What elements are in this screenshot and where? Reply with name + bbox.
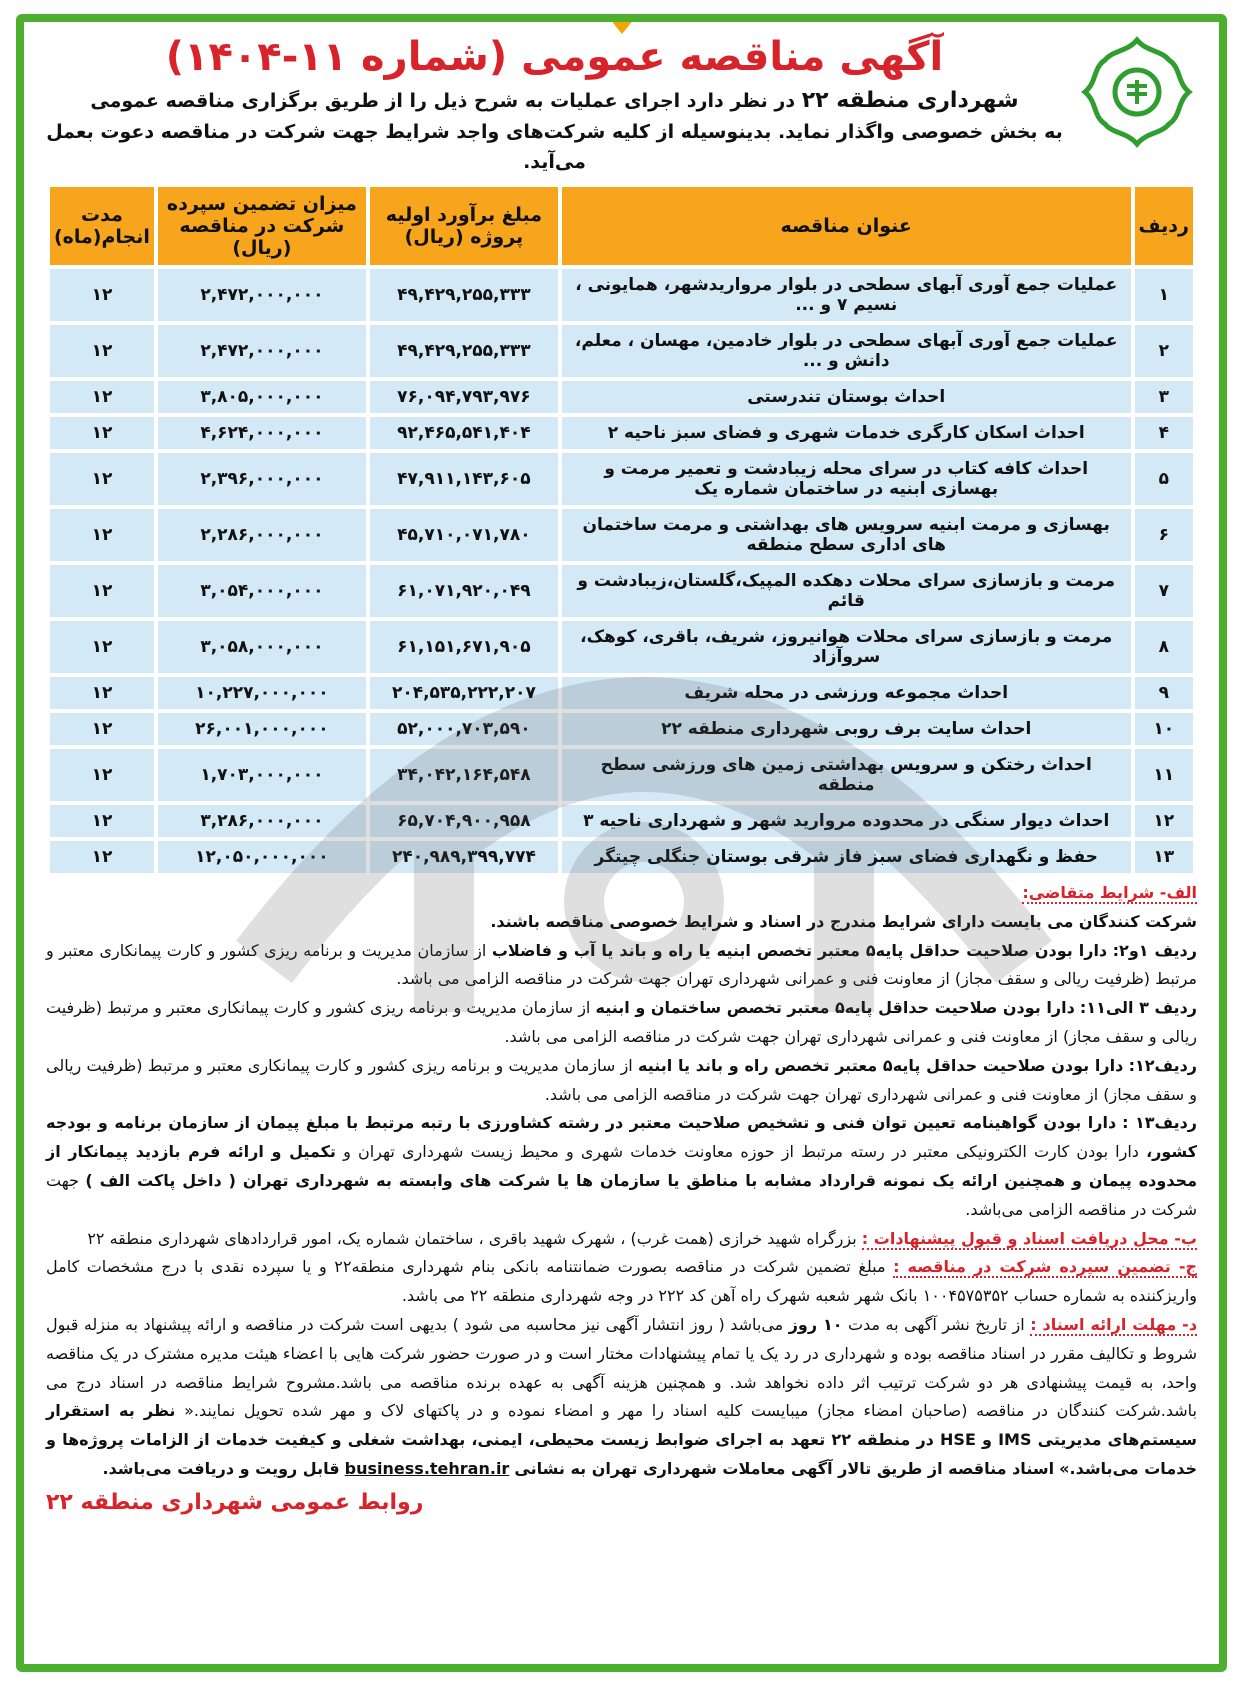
cell-title: حفظ و نگهداری فضای سبز فاز شرقی بوستان جنگلی چیتگر — [562, 841, 1131, 873]
cell-row-number: ۱ — [1135, 269, 1193, 321]
section-d-text-2: می‌باشد ( روز انتشار آگهی نیز محاسبه می شود ) بدیهی است شرکت در مناقصه و ارائه پیشنهاد به منزله قبول شروط و تکالیف مقرر در اسناد مناقصه بوده و شهرداری در رد یک یا تمام پیشنهادات مختار است و در صورت حضور شرکت هایی با اعضاء هیئت مدیره مشترک در یک مناقصه واحد، به قیمت پیشنهادی هر دو شرکت ترتیب اثر داده نخواهد شد. و همچنین هزینه آگهی به عهده برنده مناقصه می باشد.مشروح شرایط مناقصه در اسناد درج می باشد.شرکت کنندگان در مناقصه (صاحبان امضاء مجاز) میبایست کلیه اسناد را مهر و امضاء نموده و در پاکتهای لاک و مهر شده تحویل نمایند.« — [46, 1314, 1197, 1421]
cell-title: احداث مجموعه ورزشی در محله شریف — [562, 677, 1131, 709]
condition-a — [46, 879, 1197, 937]
cell-row-number: ۸ — [1135, 621, 1193, 673]
cell-estimate: ۲۴۰,۹۸۹,۳۹۹,۷۷۴ — [370, 841, 558, 873]
cell-duration: ۱۲ — [50, 453, 154, 505]
condition-b — [46, 1225, 1197, 1254]
section-a-heading: الف- شرایط متقاضی: — [1022, 882, 1197, 902]
row-12-label: ردیف۱۲: — [1128, 1055, 1197, 1075]
row-13-bold-2: تکمیل و ارائه فرم بازدید پیمانکار از محدوده پیمان و همچنین ارائه یک نمونه قرارداد مشابه با مناطق یا سازمان ها یا شرکت های وابسته به شهرداری تهران ( داخل پاکت الف ) — [46, 1142, 1197, 1190]
cell-title: احداث کافه کتاب در سرای محله زیبادشت و تعمیر مرمت و بهسازی ابنیه در ساختمان شماره یک — [562, 453, 1131, 505]
cell-estimate: ۷۶,۰۹۴,۷۹۳,۹۷۶ — [370, 381, 558, 413]
tender-table-body — [50, 269, 1193, 873]
cell-duration: ۱۲ — [50, 325, 154, 377]
cell-duration: ۱۲ — [50, 713, 154, 745]
cell-title: احداث بوستان تندرستی — [562, 381, 1131, 413]
row-13-end: جهت شرکت در مناقصه الزامی می‌باشد. — [46, 1170, 1197, 1219]
cell-duration: ۱۲ — [50, 749, 154, 801]
rows-1-2-label: ردیف ۱و۲: — [1112, 940, 1197, 960]
cell-estimate: ۴۷,۹۱۱,۱۴۳,۶۰۵ — [370, 453, 558, 505]
table-row — [50, 841, 1193, 873]
table-row — [50, 713, 1193, 745]
header-text — [46, 32, 1063, 177]
section-b-text: بزرگراه شهید خرازی (همت غرب) ، شهرک شهید باقری ، ساختمان شماره یک، امور قراردادهای شهرداری منطقه ۲۲ — [87, 1228, 857, 1248]
title-main: آگهی مناقصه عمومی — [521, 34, 944, 80]
cell-estimate: ۵۲,۰۰۰,۷۰۳,۵۹۰ — [370, 713, 558, 745]
cell-deposit: ۳,۰۵۸,۰۰۰,۰۰۰ — [158, 621, 366, 673]
table-row — [50, 269, 1193, 321]
cell-estimate: ۳۴,۰۴۲,۱۶۴,۵۴۸ — [370, 749, 558, 801]
table-row — [50, 325, 1193, 377]
condition-rows-3-11 — [46, 994, 1197, 1052]
condition-row-12 — [46, 1052, 1197, 1110]
cell-title: عملیات جمع آوری آبهای سطحی در بلوار مرواریدشهر، همایونی ، نسیم ۷ و ... — [562, 269, 1131, 321]
condition-d — [46, 1311, 1197, 1484]
cell-row-number: ۶ — [1135, 509, 1193, 561]
header-row-number: ردیف — [1135, 187, 1193, 265]
cell-duration: ۱۲ — [50, 805, 154, 837]
cell-row-number: ۲ — [1135, 325, 1193, 377]
cell-duration: ۱۲ — [50, 565, 154, 617]
header-title: عنوان مناقصه — [562, 187, 1131, 265]
cell-deposit: ۳,۰۵۴,۰۰۰,۰۰۰ — [158, 565, 366, 617]
intro-paragraph — [46, 84, 1063, 177]
condition-c — [46, 1253, 1197, 1311]
section-c-text: مبلغ تضمین شرکت در مناقصه بصورت ضمانتنامه بانکی بنام شهرداری منطقه۲۲ و یا سپرده نقدی با درج مشخصات کامل واریزکننده به شماره حساب ۱۰۰۴۵۷۵۳۵۲ بانک شهر شعبه شهرک راه آهن کد ۲۲۲ در وجه شهرداری منطقه ۲۲ می باشد. — [46, 1257, 1197, 1306]
notice-number: (شماره ۱۱-۱۴۰۴) — [165, 34, 508, 80]
cell-estimate: ۲۰۴,۵۳۵,۲۲۲,۲۰۷ — [370, 677, 558, 709]
notice-title — [46, 34, 1063, 80]
section-d-text-1: از تاریخ نشر آگهی به مدت — [848, 1314, 1025, 1334]
cell-deposit: ۲,۳۹۶,۰۰۰,۰۰۰ — [158, 453, 366, 505]
cell-title: بهسازی و مرمت ابنیه سرویس های بهداشتی و مرمت ساختمان های اداری سطح منطقه — [562, 509, 1131, 561]
section-a-intro: شرکت کنندگان می بایست دارای شرایط مندرج در اسناد و شرایط خصوصی مناقصه باشند. — [490, 911, 1197, 931]
cell-row-number: ۱۲ — [1135, 805, 1193, 837]
header — [46, 32, 1197, 177]
table-row — [50, 417, 1193, 449]
cell-row-number: ۱۰ — [1135, 713, 1193, 745]
tehran-municipality-logo-icon — [1077, 32, 1197, 152]
rows-3-11-rest: از سازمان مدیریت و برنامه ریزی کشور و کارت پیمانکاری معتبر و مرتبط (ظرفیت ریالی و سقف مجاز) از معاونت فنی و عمرانی شهرداری تهران جهت شرکت در مناقصه الزامی می باشد. — [46, 998, 1197, 1046]
cell-title: مرمت و بازسازی سرای محلات هوانیروز، شریف، باقری، کوهک، سروآزاد — [562, 621, 1131, 673]
cell-row-number: ۹ — [1135, 677, 1193, 709]
section-d-days: ۱۰ روز — [788, 1314, 843, 1334]
cell-deposit: ۲,۴۷۲,۰۰۰,۰۰۰ — [158, 269, 366, 321]
cell-duration: ۱۲ — [50, 269, 154, 321]
table-row — [50, 621, 1193, 673]
organization-name: شهرداری منطقه ۲۲ — [801, 88, 1019, 113]
footer-signature: روابط عمومی شهرداری منطقه ۲۲ — [46, 1489, 424, 1515]
cell-estimate: ۴۵,۷۱۰,۰۷۱,۷۸۰ — [370, 509, 558, 561]
cell-deposit: ۲۶,۰۰۱,۰۰۰,۰۰۰ — [158, 713, 366, 745]
cell-estimate: ۶۵,۷۰۴,۹۰۰,۹۵۸ — [370, 805, 558, 837]
cell-row-number: ۴ — [1135, 417, 1193, 449]
cell-title: احداث اسکان کارگری خدمات شهری و فضای سبز ناحیه ۲ — [562, 417, 1131, 449]
rows-3-11-bold: دارا بودن صلاحیت حداقل پایه۵ معتبر تخصص ساختمان و ابنیه — [595, 998, 1075, 1018]
cell-estimate: ۴۹,۴۲۹,۲۵۵,۳۳۳ — [370, 269, 558, 321]
cell-duration: ۱۲ — [50, 677, 154, 709]
rows-3-11-label: ردیف ۳ الی۱۱: — [1079, 998, 1197, 1018]
section-d-end-2: قابل رویت و دریافت می‌باشد. — [102, 1458, 340, 1478]
cell-title: احداث رختکن و سرویس بهداشتی زمین های ورزشی سطح منطقه — [562, 749, 1131, 801]
cell-title: احداث دیوار سنگی در محدوده مروارید شهر و شهرداری ناحیه ۳ — [562, 805, 1131, 837]
cell-deposit: ۱۰,۲۲۷,۰۰۰,۰۰۰ — [158, 677, 366, 709]
cell-estimate: ۹۲,۴۶۵,۵۴۱,۴۰۴ — [370, 417, 558, 449]
section-d-bold: نظر به استقرار سیستم‌های مدیریتی IMS و HSE در منطقه ۲۲ تعهد به اجرای ضوابط زیست محیطی، ایمنی، بهداشت شغلی و کیفیت خدمات از الزامات پروژه‌ها و خدمات می‌باشد.» — [46, 1401, 1197, 1478]
table-row — [50, 453, 1193, 505]
row-13-bold: دارا بودن گواهینامه تعیین توان فنی و تشخیص صلاحیت معتبر در رشته کشاورزی با رتبه مرتبط با مبلغ پیمان از سازمان برنامه و بودجه کشور، — [46, 1113, 1197, 1162]
header-deposit: میزان تضمین سپرده شرکت در مناقصه (ریال) — [158, 187, 366, 265]
cell-duration: ۱۲ — [50, 841, 154, 873]
cell-row-number: ۱۳ — [1135, 841, 1193, 873]
table-row — [50, 749, 1193, 801]
cell-title: مرمت و بازسازی سرای محلات دهکده المپیک،گلستان،زیبادشت و قائم — [562, 565, 1131, 617]
cell-row-number: ۱۱ — [1135, 749, 1193, 801]
table-row — [50, 805, 1193, 837]
rows-1-2-rest: از سازمان مدیریت و برنامه ریزی کشور و کارت پیمانکاری معتبر و مرتبط (ظرفیت ریالی و سقف مجاز) از معاونت فنی و عمرانی شهرداری تهران جهت شرکت در مناقصه الزامی می باشد. — [46, 940, 1197, 989]
cell-deposit: ۳,۲۸۶,۰۰۰,۰۰۰ — [158, 805, 366, 837]
row-13-label: ردیف۱۳ : — [1122, 1113, 1198, 1133]
intro-line-1: در نظر دارد اجرای عملیات به شرح ذیل را از طریق برگزاری مناقصه عمومی — [90, 90, 796, 112]
cell-deposit: ۲,۴۷۲,۰۰۰,۰۰۰ — [158, 325, 366, 377]
cell-deposit: ۲,۲۸۶,۰۰۰,۰۰۰ — [158, 509, 366, 561]
cell-deposit: ۳,۸۰۵,۰۰۰,۰۰۰ — [158, 381, 366, 413]
row-12-rest: از سازمان مدیریت و برنامه ریزی کشور و کارت پیمانکاری معتبر و مرتبط (ظرفیت ریالی و سقف مجاز) از معاونت فنی و عمرانی شهرداری تهران جهت شرکت در مناقصه الزامی می باشد. — [46, 1055, 1197, 1104]
cell-duration: ۱۲ — [50, 509, 154, 561]
table-row — [50, 677, 1193, 709]
row-13-rest: دارا بودن کارت الکترونیکی معتبر در رسته مرتبط از حوزه معاونت خدمات شهری و محیط زیست شهرداری تهران و — [343, 1142, 1139, 1162]
cell-duration: ۱۲ — [50, 417, 154, 449]
section-d-heading: د- مهلت ارائه اسناد : — [1030, 1314, 1198, 1334]
conditions-section — [46, 879, 1197, 1484]
header-duration: مدت انجام(ماه) — [50, 187, 154, 265]
table-row — [50, 509, 1193, 561]
cell-estimate: ۴۹,۴۲۹,۲۵۵,۳۳۳ — [370, 325, 558, 377]
cell-duration: ۱۲ — [50, 381, 154, 413]
cell-estimate: ۶۱,۰۷۱,۹۲۰,۰۴۹ — [370, 565, 558, 617]
cell-deposit: ۱۲,۰۵۰,۰۰۰,۰۰۰ — [158, 841, 366, 873]
cell-deposit: ۴,۶۲۴,۰۰۰,۰۰۰ — [158, 417, 366, 449]
header-estimate: مبلغ برآورد اولیه پروژه (ریال) — [370, 187, 558, 265]
table-header-row — [50, 187, 1193, 265]
cell-duration: ۱۲ — [50, 621, 154, 673]
business-site-link[interactable]: business.tehran.ir — [344, 1458, 510, 1478]
rows-1-2-bold: دارا بودن صلاحیت حداقل پایه۵ معتبر تخصص ابنیه یا راه و باند یا آب و فاضلاب — [491, 940, 1108, 960]
section-b-heading: ب- محل دریافت اسناد و قبول پیشنهادات : — [861, 1228, 1197, 1248]
table-row — [50, 565, 1193, 617]
tender-table — [46, 183, 1197, 877]
condition-row-13 — [46, 1109, 1197, 1224]
condition-rows-1-2 — [46, 937, 1197, 995]
notice-frame — [16, 14, 1227, 1672]
cell-deposit: ۱,۷۰۳,۰۰۰,۰۰۰ — [158, 749, 366, 801]
table-row — [50, 381, 1193, 413]
cell-row-number: ۵ — [1135, 453, 1193, 505]
cell-estimate: ۶۱,۱۵۱,۶۷۱,۹۰۵ — [370, 621, 558, 673]
row-12-bold: دارا بودن صلاحیت حداقل پایه۵ معتبر تخصص راه و باند یا ابنیه — [638, 1055, 1124, 1075]
section-d-end-1: اسناد مناقصه از طریق تالار آگهی معاملات شهرداری تهران به نشانی — [514, 1458, 1055, 1478]
cell-title: احداث سایت برف روبی شهرداری منطقه ۲۲ — [562, 713, 1131, 745]
section-c-heading: ج- تضمین سپرده شرکت در مناقصه : — [893, 1257, 1197, 1277]
cell-row-number: ۷ — [1135, 565, 1193, 617]
intro-line-2: به بخش خصوصی واگذار نماید. بدینوسیله از کلیه شرکت‌های واجد شرایط جهت شرکت در مناقصه دعوت بعمل می‌آید. — [46, 121, 1063, 173]
cell-title: عملیات جمع آوری آبهای سطحی در بلوار خادمین، مهسان ، معلم، دانش و ... — [562, 325, 1131, 377]
top-notch-marker — [606, 14, 638, 34]
cell-row-number: ۳ — [1135, 381, 1193, 413]
